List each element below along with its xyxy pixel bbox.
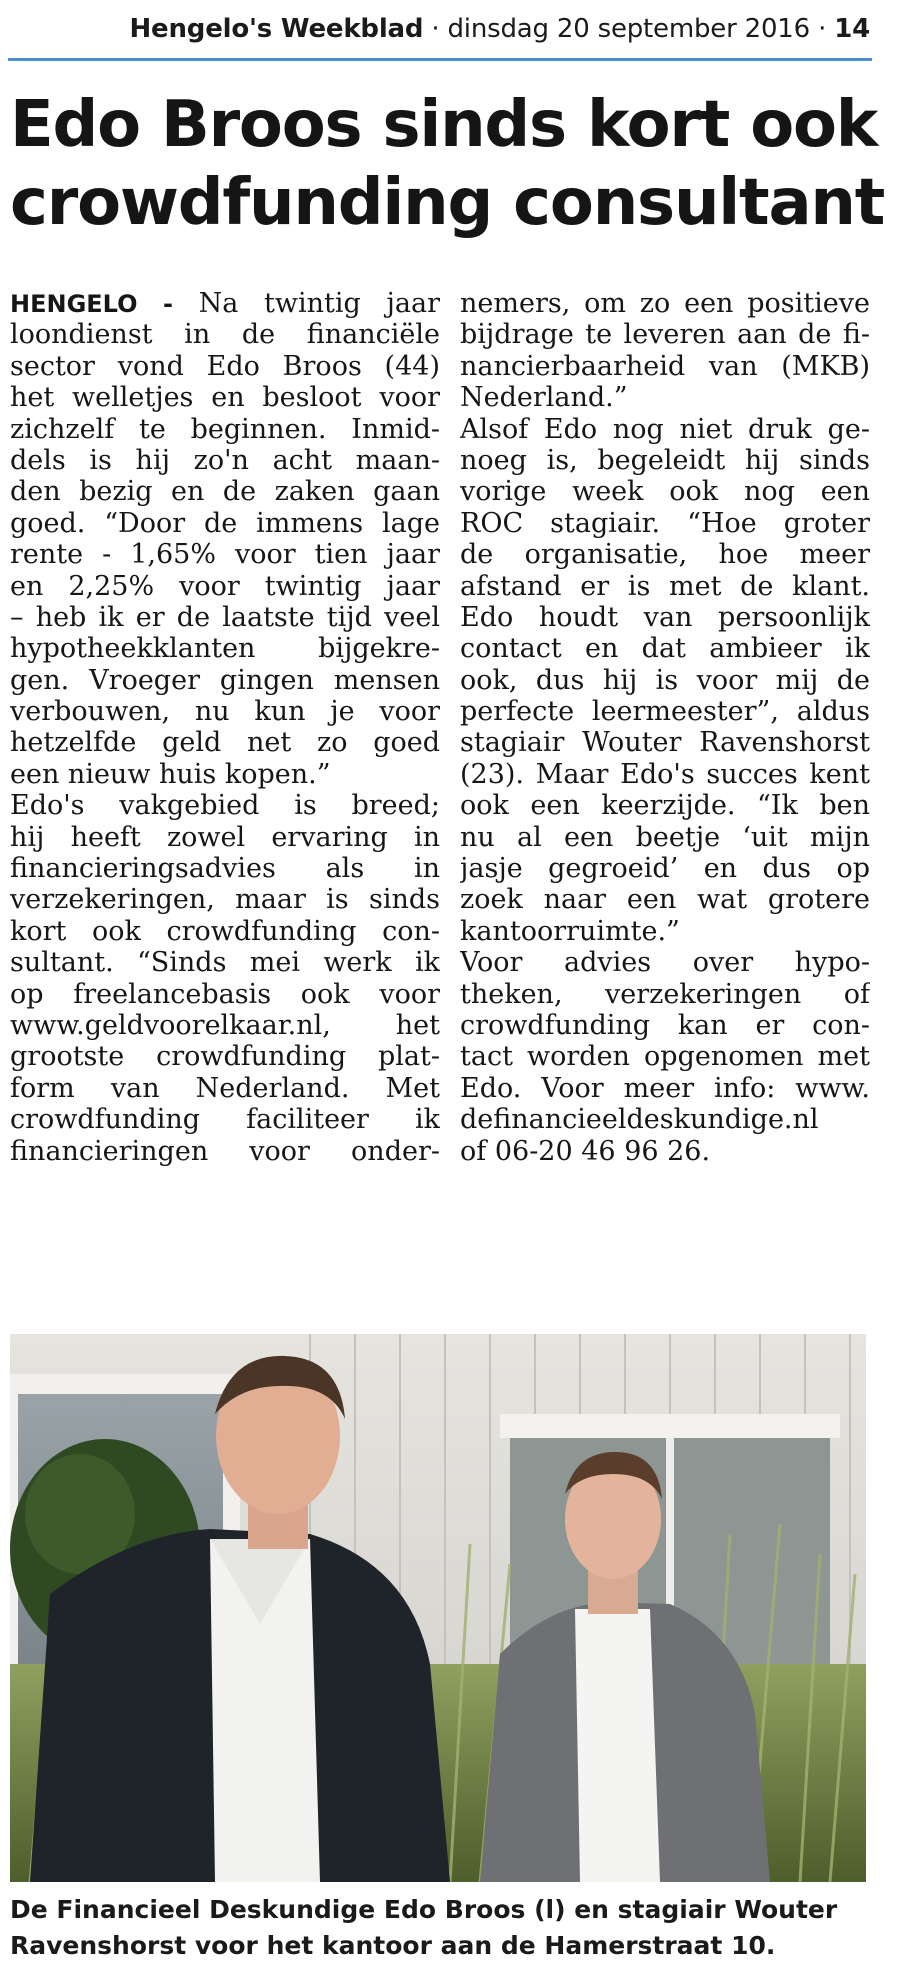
article-line: verzekeringen, maar is sinds (10, 884, 440, 916)
article-photo (10, 1334, 866, 1882)
article-line: theken, verzekeringen of (460, 978, 870, 1010)
issue-date: dinsdag 20 september 2016 (447, 14, 810, 44)
article-line: sector vond Edo Broos (44) (10, 350, 440, 382)
article-line: noeg is, begeleidt hij sinds (460, 444, 870, 476)
masthead (0, 14, 870, 44)
article-line: hetzelfde geld net zo goed (10, 727, 440, 759)
photo-illustration (10, 1334, 866, 1882)
article-line: sultant. “Sinds mei werk ik (10, 947, 440, 979)
article-line: www.geldvoorelkaar.nl, het (10, 1010, 440, 1041)
article-line: kantoorruimte.” (460, 915, 680, 947)
article-column-1 (10, 288, 440, 1167)
article-line: Alsof Edo nog niet druk ge- (460, 413, 870, 445)
article-line: afstand er is met de klant. (460, 570, 870, 602)
masthead-separator: · (810, 14, 835, 44)
caption-line: Ravenshorst voor het kantoor aan de Hamerstraat 10. (10, 1931, 776, 1960)
article-line: Voor advies over hypo- (460, 947, 870, 979)
article-line: vorige week ook nog een (460, 476, 870, 508)
article-line: nemers, om zo een positieve (460, 288, 870, 319)
article-line: Edo. Voor meer info: www. (460, 1072, 870, 1104)
article-line: hypotheekklanten bijgekre- (10, 633, 440, 665)
article-line: Edo houdt van persoonlijk (460, 601, 870, 633)
article-line: contact en dat ambieer ik (460, 633, 870, 665)
article-line: stagiair Wouter Ravenshorst (460, 727, 870, 759)
masthead-rule (8, 58, 872, 61)
article-line: dels is hij zo'n acht maan- (10, 444, 440, 476)
article-line: rente - 1,65% voor tien jaar (10, 539, 440, 571)
article-line: zichzelf te beginnen. Inmid- (10, 413, 440, 445)
article-line: jasje gegroeid’ en dus op (460, 853, 870, 885)
article-line: gen. Vroeger gingen mensen (10, 664, 440, 696)
article-line: op freelancebasis ook voor (10, 978, 440, 1010)
article-column-2 (460, 288, 870, 1167)
article-line: ook, dus hij is voor mij de (460, 664, 870, 696)
article-line: nancierbaarheid van (MKB) (460, 350, 870, 382)
article-line: nu al een beetje ‘uit mijn (460, 821, 870, 853)
article-line: Edo's vakgebied is breed; (10, 790, 440, 822)
article-line: verbouwen, nu kun je voor (10, 696, 440, 728)
headline-line: crowdfunding consultant (10, 166, 885, 240)
article-line: definancieeldeskundige.nl (460, 1104, 819, 1136)
article-line: perfecte leermeester”, aldus (460, 696, 870, 728)
article-line: hij heeft zowel ervaring in (10, 821, 440, 853)
article-line: goed. “Door de immens lage (10, 507, 440, 539)
article-line: kort ook crowdfunding con- (10, 915, 440, 947)
dateline: HENGELO - (10, 290, 173, 318)
article-line: HENGELO - Na twintig jaar (10, 288, 440, 319)
article-line: – heb ik er de laatste tijd veel (10, 601, 440, 633)
article-line: tact worden opgenomen met (460, 1041, 870, 1073)
article-line: financieringsadvies als in (10, 853, 440, 885)
article-line: crowdfunding kan er con- (460, 1010, 870, 1042)
newspaper-name: Hengelo's Weekblad (129, 14, 424, 44)
page-number: 14 (834, 14, 870, 44)
article-line: crowdfunding faciliteer ik (10, 1104, 440, 1136)
article-line: grootste crowdfunding plat- (10, 1041, 440, 1073)
article-line: form van Nederland. Met (10, 1072, 440, 1104)
article-line: loondienst in de financiële (10, 319, 440, 351)
caption-line: De Financieel Deskundige Edo Broos (l) en stagiair Wouter (10, 1895, 838, 1924)
photo-caption (10, 1892, 890, 1964)
article-line: ook een keerzijde. “Ik ben (460, 790, 870, 822)
article-line: of 06-20 46 96 26. (460, 1135, 711, 1167)
headline-line: Edo Broos sinds kort ook (10, 88, 878, 162)
headline (10, 86, 890, 242)
article-line: ROC stagiair. “Hoe groter (460, 507, 870, 539)
article-line: de organisatie, hoe meer (460, 539, 870, 571)
article-line: het welletjes en besloot voor (10, 382, 440, 414)
article-line: een nieuw huis kopen.” (10, 758, 331, 790)
article-line: den bezig en de zaken gaan (10, 476, 440, 508)
article-line: zoek naar een wat grotere (460, 884, 870, 916)
article-line: en 2,25% voor twintig jaar (10, 570, 440, 602)
article-line: financieringen voor onder- (10, 1135, 440, 1167)
masthead-separator: · (423, 14, 448, 44)
article-line: Nederland.” (460, 382, 628, 414)
article-line: bijdrage te leveren aan de fi- (460, 319, 870, 351)
article-line: (23). Maar Edo's succes kent (460, 758, 870, 790)
